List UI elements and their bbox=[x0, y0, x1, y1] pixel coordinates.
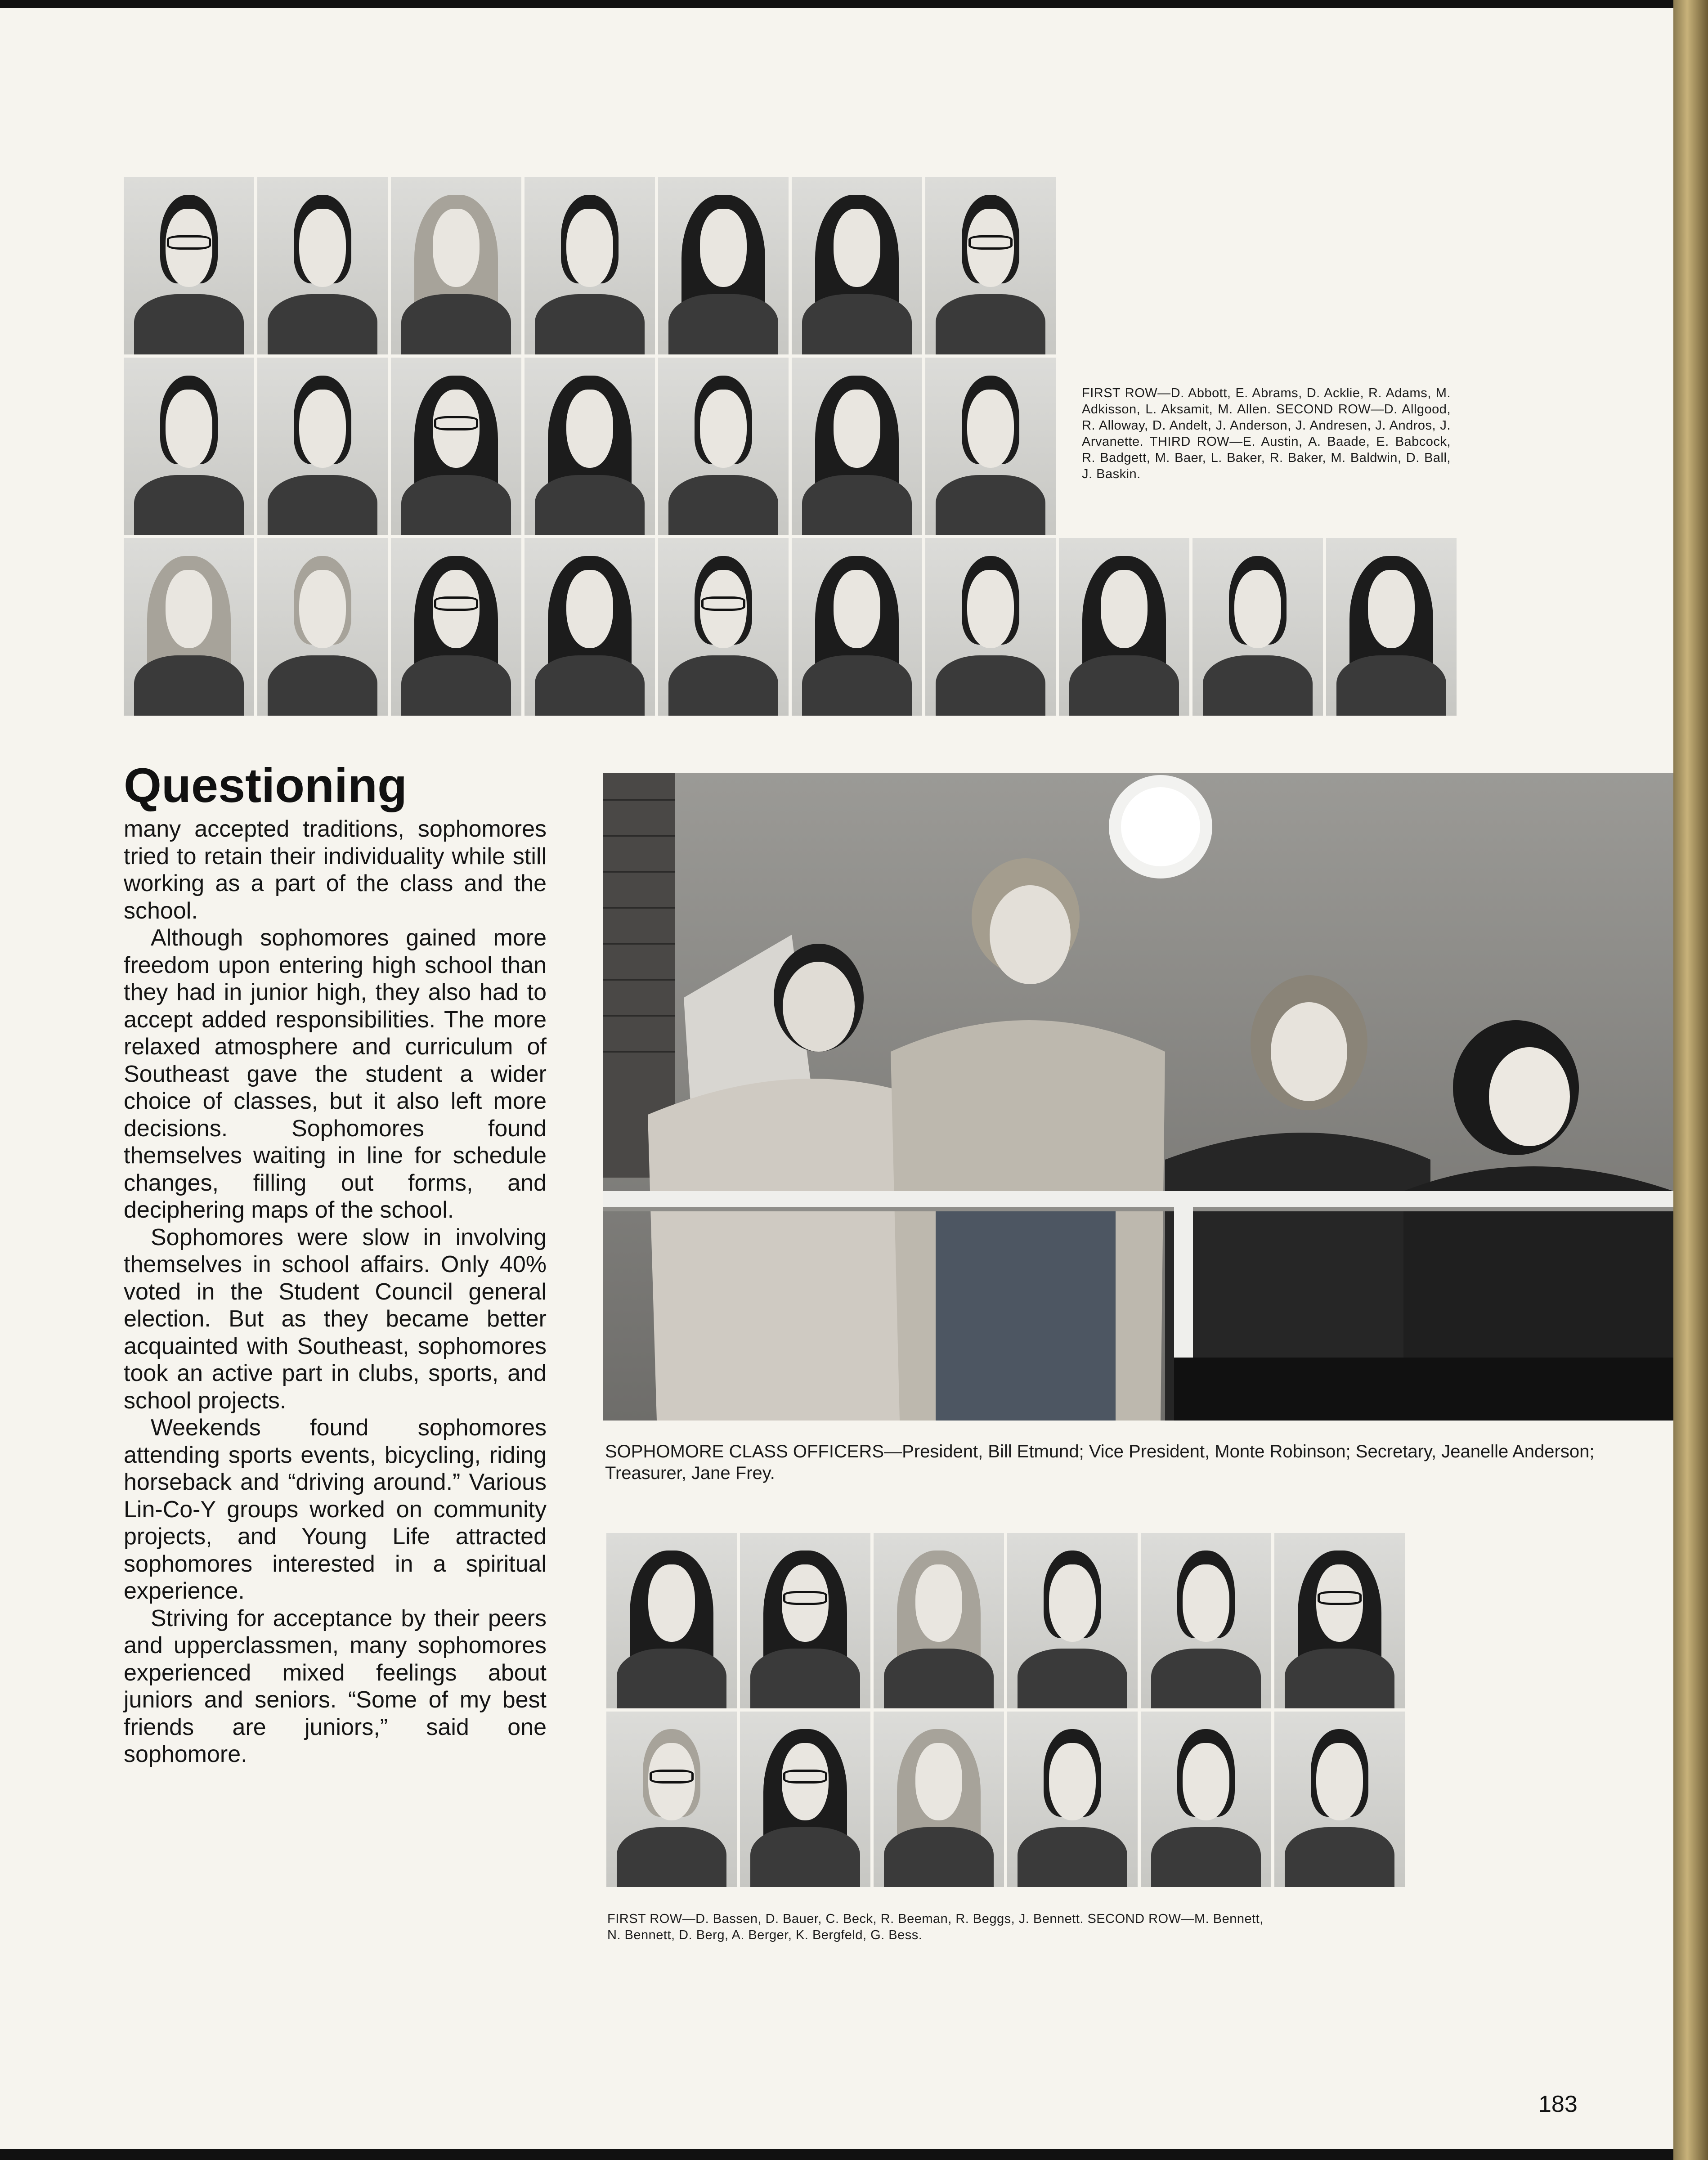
portrait-photo bbox=[1059, 538, 1189, 716]
portrait-photo bbox=[925, 538, 1056, 716]
portrait-photo bbox=[1274, 1712, 1405, 1887]
portrait-photo bbox=[740, 1533, 870, 1708]
portrait-photo bbox=[792, 177, 922, 354]
portrait-photo bbox=[1007, 1712, 1138, 1887]
portrait-photo bbox=[740, 1712, 870, 1887]
portrait-photo bbox=[1141, 1712, 1271, 1887]
portrait-photo bbox=[1274, 1533, 1405, 1708]
book-spine-edge bbox=[1673, 0, 1708, 2160]
portrait-photo bbox=[1326, 538, 1457, 716]
portrait-photo bbox=[124, 358, 254, 535]
top-portraits-caption: FIRST ROW—D. Abbott, E. Abrams, D. Acklie, R. Adams, M. Adkisson, L. Aksamit, M. Allen. SECOND ROW—D. Allgood, R. Alloway, D. Andelt, J. Anderson, J. Andresen, J. Andros, J. Arvanette. THIRD ROW—E. Austin, A. Baade, E. Babcock, R. Badgett, M. Baer, L. Baker, R. Baker, M. Baldwin, D. Ball, J. Baskin. bbox=[1082, 386, 1451, 481]
paragraph: many accepted traditions, sophomores tried to retain their individuality while still working as a part of the class and the school. bbox=[124, 816, 547, 924]
portrait-photo bbox=[658, 358, 789, 535]
portrait-photo bbox=[525, 358, 655, 535]
portrait-photo bbox=[792, 538, 922, 716]
class-officers-caption: SOPHOMORE CLASS OFFICERS—President, Bill Etmund; Vice President, Monte Robinson; Secretary, Jeanelle Anderson; Treasurer, Jane Frey. bbox=[605, 1442, 1595, 1483]
portrait-photo bbox=[606, 1712, 737, 1887]
page-number: 183 bbox=[1538, 2091, 1578, 2117]
portrait-photo bbox=[391, 177, 521, 354]
portrait-photo bbox=[1007, 1533, 1138, 1708]
portrait-photo bbox=[925, 177, 1056, 354]
portrait-photo bbox=[874, 1712, 1004, 1887]
portrait-photo bbox=[391, 358, 521, 535]
portrait-photo bbox=[257, 358, 388, 535]
bottom-portraits-caption: FIRST ROW—D. Bassen, D. Bauer, C. Beck, R. Beeman, R. Beggs, J. Bennett. SECOND ROW—M. Bennett, N. Bennett, D. Berg, A. Berger, K. Bergfeld, G. Bess. bbox=[607, 1912, 1264, 1942]
portrait-photo bbox=[525, 538, 655, 716]
paragraph: Sophomores were slow in involving themselves in school affairs. Only 40% voted in the Student Council general election. But as they became better acquainted with Southeast, sophomores took an active part in clubs, sports, and school projects. bbox=[124, 1224, 547, 1414]
paragraph: Weekends found sophomores attending sports events, bicycling, riding horseback and “driving around.” Various Lin-Co-Y groups worked on community projects, and Young Life attracted sophomores interested in a spiritual experience. bbox=[124, 1415, 547, 1604]
portrait-photo bbox=[874, 1533, 1004, 1708]
yearbook-page bbox=[0, 8, 1673, 2149]
portrait-photo bbox=[257, 538, 388, 716]
portrait-photo bbox=[391, 538, 521, 716]
paragraph: Striving for acceptance by their peers and upperclassmen, many sophomores experienced mixed feelings about juniors and seniors. “Some of my best friends are juniors,” said one sophomore. bbox=[124, 1605, 547, 1767]
portrait-photo bbox=[606, 1533, 737, 1708]
portrait-photo bbox=[124, 538, 254, 716]
portrait-photo bbox=[658, 538, 789, 716]
portrait-photo bbox=[792, 358, 922, 535]
section-headline: Questioning bbox=[124, 758, 407, 812]
portrait-photo bbox=[658, 177, 789, 354]
article-body bbox=[124, 816, 547, 1768]
class-officers-illustration bbox=[603, 773, 1673, 1421]
portrait-photo bbox=[525, 177, 655, 354]
paragraph: Although sophomores gained more freedom upon entering high school than they had in junior high, they also had to accept added responsibilities. The more relaxed atmosphere and curriculum of Southeast gave the student a wider choice of classes, but it also left more decisions. Sophomores found themselves waiting in line for schedule changes, filling out forms, and deciphering maps of the school. bbox=[124, 925, 547, 1223]
portrait-photo bbox=[1192, 538, 1323, 716]
portrait-photo bbox=[124, 177, 254, 354]
portrait-photo bbox=[1141, 1533, 1271, 1708]
class-officers-photo bbox=[603, 773, 1673, 1421]
portrait-photo bbox=[925, 358, 1056, 535]
portrait-photo bbox=[257, 177, 388, 354]
